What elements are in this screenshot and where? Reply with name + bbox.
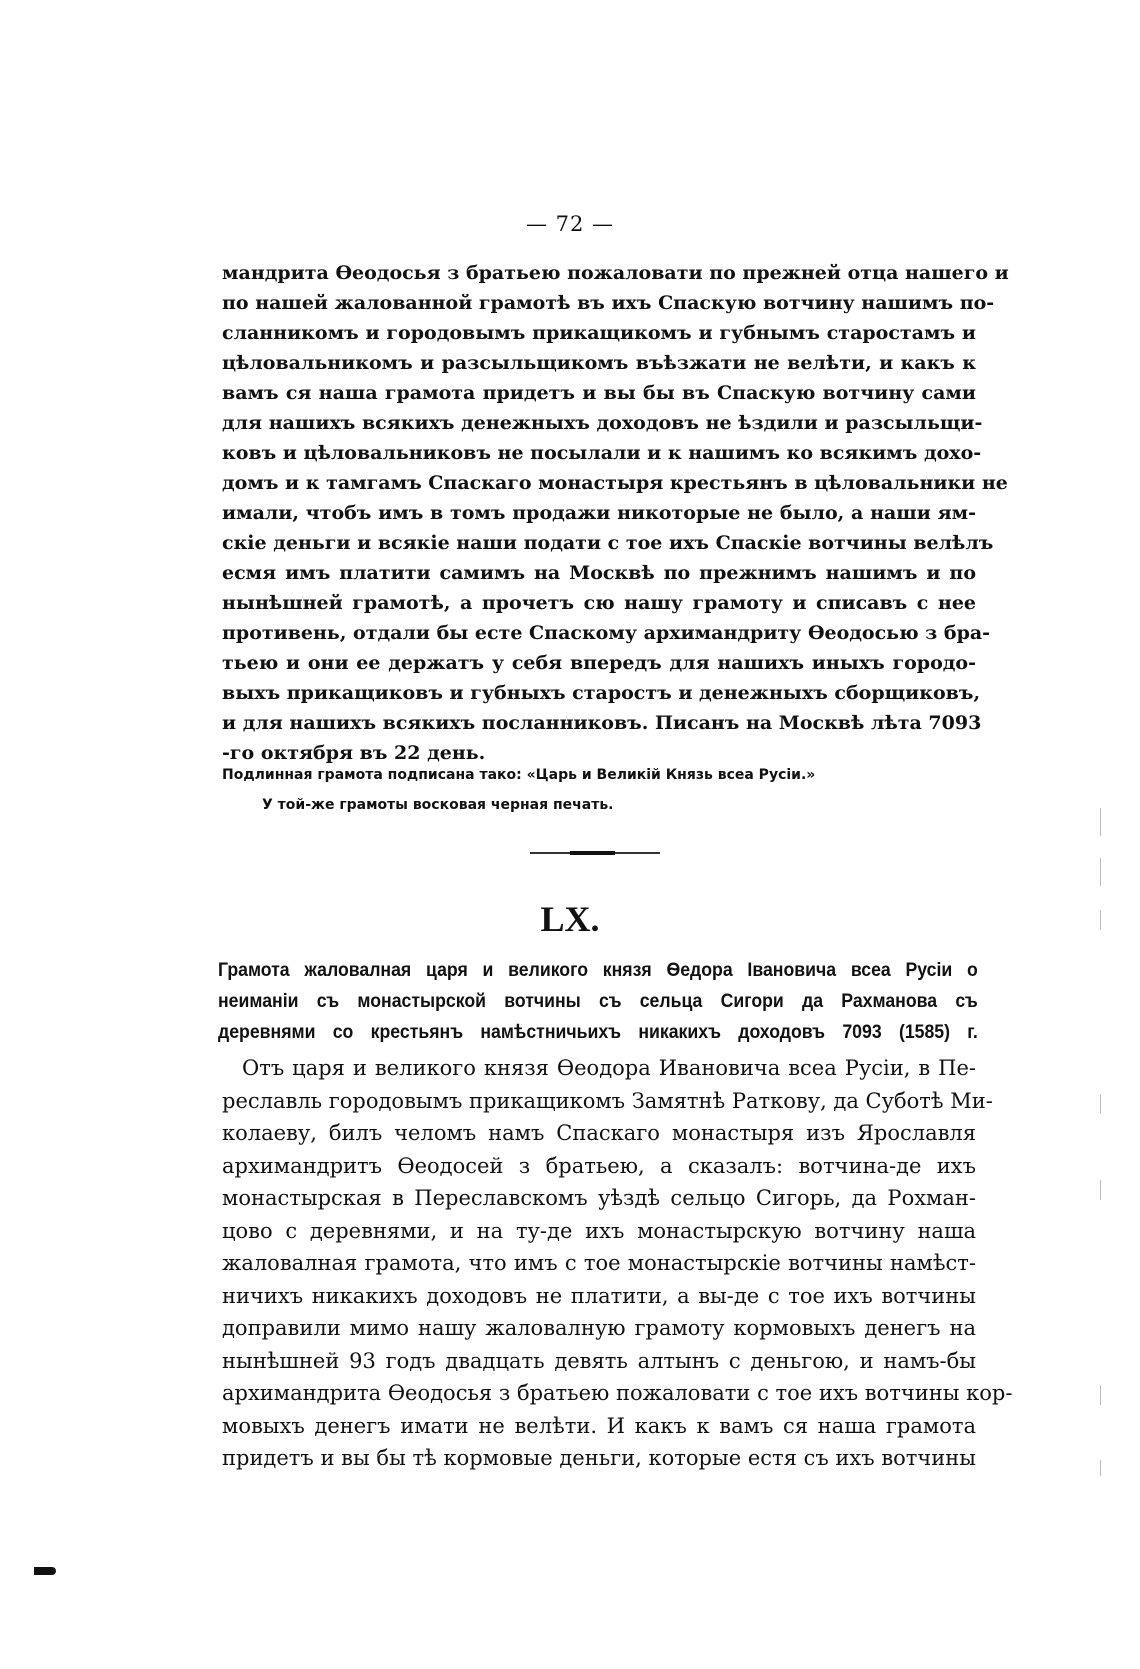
body-line: жаловалная грамота, что имъ с тое монастырскіе вотчины намѣст- (222, 1251, 976, 1275)
text-line: выхъ прикащиковъ и губныхъ старостъ и денежныхъ сборщиковъ, (222, 682, 981, 704)
body-line: нынѣшней 93 годъ двадцать девять алтынъ с деньгою, и намъ-бы (222, 1348, 976, 1373)
section-body (222, 1052, 1013, 1475)
scan-margin-mark (1100, 910, 1101, 930)
text-line: цѣловальникомъ и разсыльщикомъ въѣзжати не велѣти, и какъ к (222, 352, 976, 374)
body-line: придетъ и вы бы тѣ кормовые деньги, которые естя съ ихъ вотчины (222, 1446, 976, 1470)
text-line: домъ и к тамгамъ Спаскаго монастыря крестьянъ в цѣловальники не (222, 472, 1008, 494)
body-line: реславль городовымъ прикащикомъ Замятнѣ Раткову, да Суботѣ Ми- (222, 1088, 993, 1113)
text-line: мандрита Ѳеодосья з братьею пожаловати по прежней отца нашего и (222, 262, 1009, 284)
seal-note: У той-же грамоты восковая черная печать. (262, 797, 614, 813)
body-line: архимандритъ Ѳеодосей з братьею, а сказалъ: вотчина-де ихъ (222, 1153, 976, 1178)
text-line: ковъ и цѣловальниковъ не посылали и к нашимъ ко всякимъ дохо- (222, 442, 982, 464)
text-line: есмя имъ платити самимъ на Москвѣ по прежнимъ нашимъ и по (222, 562, 976, 584)
heading-line: деревнями со крестьянъ намѣстничьихъ никакихъ доходовъ 7093 (1585) г. (218, 1022, 978, 1043)
body-line: Отъ царя и великого князя Ѳеодора Ивановича всеа Русіи, в Пе- (242, 1056, 976, 1080)
body-line: цово с деревнями, и на ту-де ихъ монастырскую вотчину наша (222, 1218, 976, 1243)
section-heading (218, 955, 978, 1048)
section-number: LX. (540, 899, 600, 939)
scan-margin-mark (1100, 808, 1101, 836)
scan-margin-mark (1100, 1385, 1101, 1405)
text-line: скіе деньги и всякіе наши подати с тое ихъ Спаскіе вотчины велѣлъ (222, 532, 994, 554)
text-line: вамъ ся наша грамота придетъ и вы бы въ Спаскую вотчину сами (222, 382, 976, 404)
text-line: для нашихъ всякихъ денежныхъ доходовъ не ѣздили и разсыльщи- (222, 412, 983, 434)
body-line: колаеву, билъ челомъ намъ Спаскаго монастыря изъ Ярославля (222, 1121, 976, 1145)
body-line: архимандрита Ѳеодосья з братьею пожаловати с тое ихъ вотчины кор- (222, 1381, 1013, 1405)
text-line: нынѣшней грамотѣ, а прочетъ сю нашу грамоту и списавъ с нее (222, 592, 976, 614)
text-line: имали, чтобъ имъ в томъ продажи никоторые не было, а наши ям- (222, 502, 976, 524)
body-line: ничихъ никакихъ доходовъ не платити, а вы-де с тое ихъ вотчины (222, 1283, 976, 1308)
text-line: сланникомъ и городовымъ прикащикомъ и губнымъ старостамъ и (222, 322, 976, 344)
scan-margin-mark (1100, 1095, 1101, 1113)
signature-note: Подлинная грамота подписана тако: «Царь и Великій Князь всеа Русіи.» (222, 767, 816, 783)
body-line: монастырская в Переславскомъ уѣздѣ сельцо Сигорь, да Рохман- (222, 1186, 976, 1210)
scan-margin-mark (1100, 858, 1101, 886)
divider-accent (570, 851, 615, 855)
heading-line: неиманіи съ монастырской вотчины съ сельца Сигори да Рахманова съ (218, 991, 978, 1012)
page-number: — 72 — (525, 212, 615, 236)
scan-margin-mark (1100, 1180, 1101, 1200)
continuation-text (222, 258, 1009, 768)
body-line: мовыхъ денегъ имати не велѣти. И какъ к вамъ ся наша грамота (222, 1413, 976, 1438)
text-line: тьею и они ее держатъ у себя впередъ для нашихъ иныхъ городо- (222, 652, 976, 674)
text-line: по нашей жалованной грамотѣ въ ихъ Спаскую вотчину нашимъ по- (222, 292, 995, 314)
body-line: доправили мимо нашу жаловалную грамоту кормовыхъ денегъ на (222, 1316, 976, 1340)
section-divider (530, 852, 660, 854)
heading-line: Грамота жаловалная царя и великого князя Ѳедора Івановича всеа Русіи о (218, 960, 978, 981)
text-line: -го октября въ 22 день. (222, 742, 486, 764)
scan-margin-mark (1100, 1460, 1101, 1476)
text-line: противень, отдали бы есте Спаскому архимандриту Ѳеодосью з бра- (222, 622, 991, 644)
text-line: и для нашихъ всякихъ посланниковъ. Писанъ на Москвѣ лѣта 7093 (222, 712, 982, 734)
scan-artifact (34, 1567, 56, 1575)
